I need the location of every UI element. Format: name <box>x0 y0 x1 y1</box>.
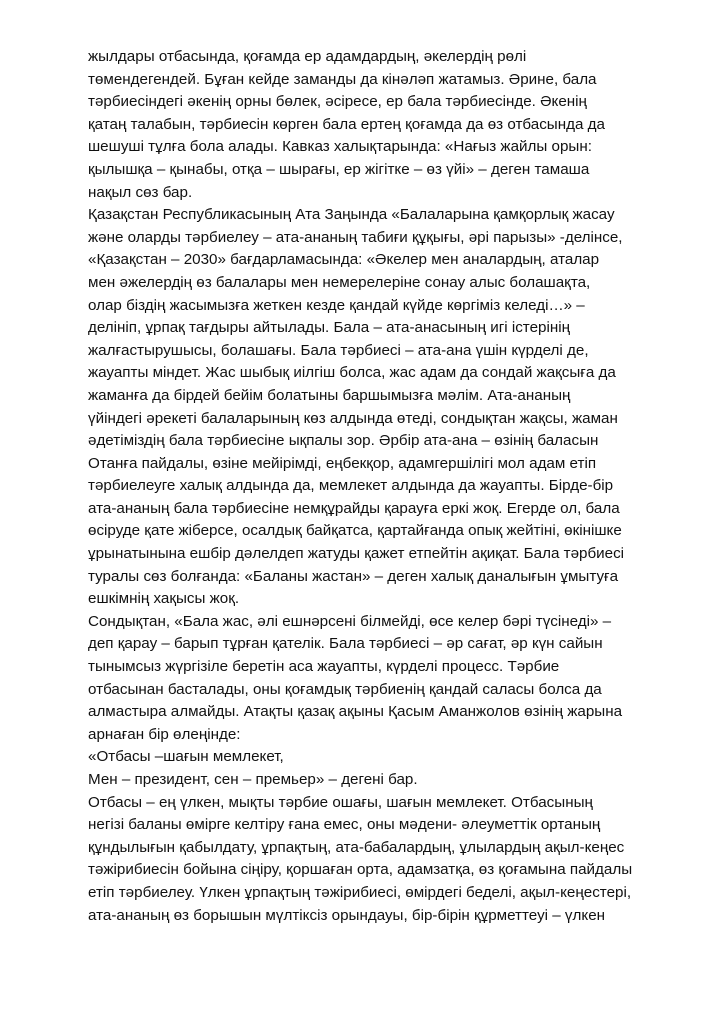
text-line: құндылығын қабылдату, ұрпақтың, ата-бабалардың, ұлылардың ақыл-кеңес <box>88 838 625 856</box>
text-line: жылдары отбасында, қоғамда ер адамдардың, әкелердің рөлі <box>88 48 527 65</box>
document-body-text <box>88 46 708 927</box>
text-line: арнаған бір өлеңінде: <box>88 725 241 743</box>
text-line: Қазақстан Республикасының Ата Заңында «Балаларына қамқорлық жасау <box>88 206 615 224</box>
text-line: төмендегендей. Бұған кейде заманды да кінәләп жатамыз. Әрине, бала <box>88 70 597 88</box>
text-line: ешкімнің хақысы жоқ. <box>88 590 240 608</box>
text-line: алмастыра алмайды. Атақты қазақ ақыны Қасым Аманжолов өзінің жарына <box>88 703 623 721</box>
text-line: деп қарау – барып тұрған қателік. Бала тәрбиесі – әр сағат, әр күн сайын <box>88 635 603 653</box>
text-line: жаманға да бірдей бейім болатыны баршымызға мәлім. Ата-ананың <box>88 386 571 404</box>
text-line: отбасынан басталады, оны қоғамдық тәрбиенің қандай саласы болса да <box>88 680 602 698</box>
text-line: туралы сөз болғанда: «Баланы жастан» – деген халық даналығын ұмытуға <box>88 567 619 585</box>
text-line: Отанға пайдалы, өзіне мейірімді, еңбекқор, адамгершілігі мол адам етіп <box>88 454 597 472</box>
text-line: делініп, ұрпақ тағдыры айтылады. Бала – ата-анасының игі істерінің <box>88 319 570 337</box>
text-line: тәжірибиесін бойына сіңіру, қоршаған орта, адамзатқа, өз қоғамына пайдалы <box>88 861 633 879</box>
text-line: және оларды тәрбиелеу – ата-ананың табиғи құқығы, әрі парызы» -делінсе, <box>88 228 623 246</box>
text-line: ата-ананың бала тәрбиесіне немқұрайды қарауға еркі жоқ. Егерде ол, бала <box>88 499 620 517</box>
text-line: негізі баланы өмірге келтіру ғана емес, оны мәдени- әлеуметтік ортаның <box>88 816 601 834</box>
text-line: жауапты міндет. Жас шыбық иілгіш болса, жас адам да сондай жақсыға да <box>88 364 616 382</box>
text-line: нақыл сөз бар. <box>88 183 193 201</box>
text-line: «Қазақстан – 2030» бағдарламасында: «Әкелер мен аналардың, аталар <box>88 251 600 269</box>
text-line: қатаң талабын, тәрбиесін көрген бала ертең қоғамда да өз отбасында да <box>88 115 605 133</box>
text-line: Сондықтан, «Бала жас, әлі ешнәрсені білмейді, өсе келер бәрі түсінеді» – <box>88 612 612 630</box>
text-line: Отбасы – ең үлкен, мықты тәрбие ошағы, шағын мемлекет. Отбасының <box>88 793 593 811</box>
text-line: мен әжелердің өз балалары мен немерелеріне сонау алыс болашақта, <box>88 273 591 291</box>
text-line: үйіндегі әрекеті балаларының көз алдында өтеді, сондықтан жақсы, жаман <box>88 409 618 427</box>
text-line: әдетіміздің бала тәрбиесіне ықпалы зор. Әрбір ата-ана – өзінің баласын <box>88 432 599 450</box>
text-line: етіп тәрбиелеу. Үлкен ұрпақтың тәжірибиесі, өмірдегі беделі, ақыл-кеңестері, <box>88 883 632 901</box>
text-line: тынымсыз жүргізіле беретін аса жауапты, күрделі процесс. Тәрбие <box>88 658 560 676</box>
text-line: жалғастырушысы, болашағы. Бала тәрбиесі – ата-ана үшін күрделі де, <box>88 341 589 359</box>
text-line: тәрбиесіндегі әкенің орны бөлек, әсіресе, ер бала тәрбиесінде. Әкенің <box>88 93 587 111</box>
text-line: Мен – президент, сен – премьер» – дегені бар. <box>88 771 418 788</box>
text-line: өсіруде қате жіберсе, осалдық байқатса, қартайғанда опық жейтіні, өкінішке <box>88 522 622 540</box>
text-line: «Отбасы –шағын мемлекет, <box>88 748 284 766</box>
text-line: шешуші тұлға бола алады. Кавказ халықтарында: «Нағыз жайлы орын: <box>88 138 592 156</box>
text-line: қылышқа – қынабы, отқа – шырағы, ер жігітке – өз үйі» – деген тамаша <box>88 160 590 178</box>
text-line: ата-ананың өз борышын мүлтіксіз орындауы, бір-бірін құрметтеуі – үлкен <box>88 906 606 924</box>
text-line: тәрбиелеуге халық алдында да, мемлекет алдында да жауапты. Бірде-бір <box>88 477 614 495</box>
text-line: олар біздің жасымызға жеткен кезде қандай күйде көргіміз келеді…» – <box>88 296 585 314</box>
text-line: ұрынатынына ешбір дәлелдеп жатуды қажет етпейтін ақиқат. Бала тәрбиесі <box>88 545 625 563</box>
